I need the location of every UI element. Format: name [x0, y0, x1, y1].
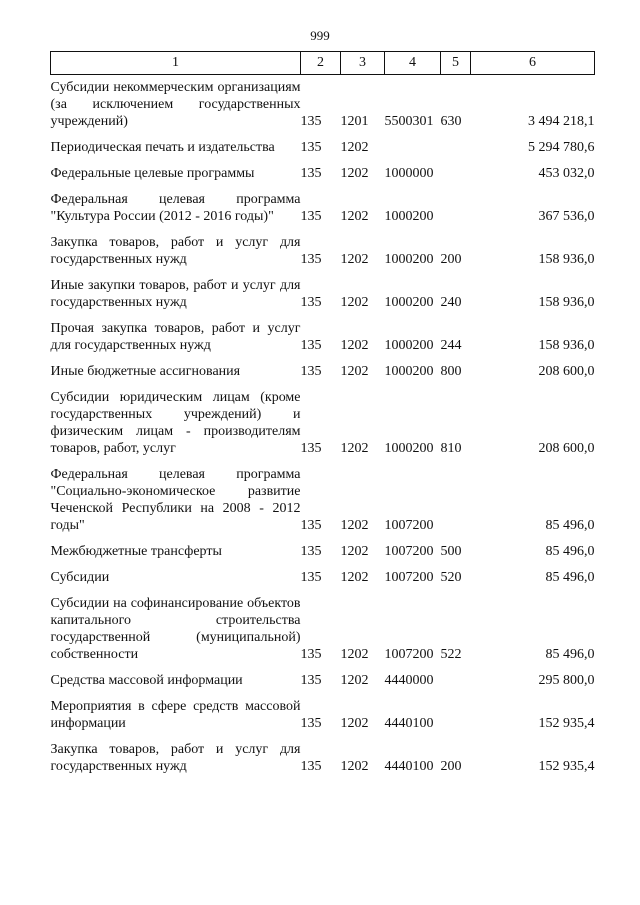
- row-code-2: 135: [300, 252, 322, 267]
- row-code-5: 522: [440, 647, 462, 662]
- row-code-2: 135: [300, 518, 322, 533]
- row-code-5: [441, 668, 471, 694]
- row-code-4: 1000000: [384, 166, 434, 181]
- row-code-2: 135: [300, 441, 322, 456]
- row-code-2: 135: [300, 364, 322, 379]
- row-code-4: 1007200: [384, 570, 434, 585]
- row-code-5: 810: [440, 441, 462, 456]
- row-code-3: 1202: [340, 716, 369, 731]
- row-code-5: 630: [440, 114, 462, 129]
- table-row: [51, 273, 595, 316]
- row-amount: 3 494 218,1: [528, 114, 595, 129]
- table-row: [51, 187, 595, 230]
- row-amount: 85 496,0: [545, 570, 595, 585]
- row-code-2: 135: [300, 544, 322, 559]
- row-name: Субсидии на софинансирование объектов капитального строительства государственной (муниципальной) собственности: [50, 596, 301, 662]
- budget-table: [50, 51, 595, 780]
- row-code-2: 135: [300, 166, 322, 181]
- row-code-5: 240: [440, 295, 462, 310]
- row-code-3: 1202: [340, 518, 369, 533]
- row-code-3: 1202: [340, 209, 369, 224]
- row-code-5: 200: [440, 252, 462, 267]
- row-code-5: [441, 462, 471, 539]
- row-name: Федеральная целевая программа "Культура России (2012 - 2016 годы)": [50, 192, 301, 224]
- table-row: [51, 359, 595, 385]
- row-code-4: 1000200: [384, 295, 434, 310]
- row-code-3: 1202: [340, 364, 369, 379]
- row-code-3: 1202: [340, 570, 369, 585]
- row-code-5: [441, 187, 471, 230]
- row-code-2: 135: [300, 570, 322, 585]
- table-row: [51, 591, 595, 668]
- table-row: [51, 385, 595, 462]
- row-name: Субсидии некоммерческим организациям (за исключением государственных учреждений): [50, 80, 301, 129]
- row-code-4: 1000200: [384, 209, 434, 224]
- row-name: Средства массовой информации: [50, 673, 243, 688]
- column-header-3: 3: [341, 52, 385, 75]
- table-row: [51, 462, 595, 539]
- table-row: [51, 135, 595, 161]
- row-name: Субсидии юридическим лицам (кроме государственных учреждений) и физическим лицам - производителям товаров, работ, услуг: [50, 390, 301, 456]
- row-code-4: [385, 135, 441, 161]
- row-code-2: 135: [300, 759, 322, 774]
- row-code-5: 500: [440, 544, 462, 559]
- row-amount: 158 936,0: [538, 295, 595, 310]
- row-amount: 367 536,0: [538, 209, 595, 224]
- column-header-1: 1: [51, 52, 301, 75]
- column-header-6: 6: [471, 52, 595, 75]
- row-code-3: 1202: [340, 166, 369, 181]
- table-row: [51, 75, 595, 136]
- row-code-5: 520: [440, 570, 462, 585]
- row-code-3: 1202: [340, 759, 369, 774]
- row-code-5: 800: [440, 364, 462, 379]
- table-row: [51, 316, 595, 359]
- column-header-5: 5: [441, 52, 471, 75]
- row-name: Иные бюджетные ассигнования: [50, 364, 241, 379]
- row-code-2: 135: [300, 295, 322, 310]
- row-code-3: 1202: [340, 673, 369, 688]
- column-header-2: 2: [301, 52, 341, 75]
- row-amount: 158 936,0: [538, 252, 595, 267]
- row-code-3: 1202: [340, 441, 369, 456]
- table-row: [51, 161, 595, 187]
- row-code-3: 1202: [340, 295, 369, 310]
- row-name: Федеральные целевые программы: [50, 166, 255, 181]
- row-code-2: 135: [300, 114, 322, 129]
- row-amount: 158 936,0: [538, 338, 595, 353]
- table-row: [51, 539, 595, 565]
- row-amount: 208 600,0: [538, 441, 595, 456]
- row-code-5: [441, 694, 471, 737]
- table-row: [51, 565, 595, 591]
- row-code-4: 1007200: [384, 647, 434, 662]
- row-name: Прочая закупка товаров, работ и услуг для государственных нужд: [50, 321, 301, 353]
- row-code-2: 135: [300, 209, 322, 224]
- row-amount: 85 496,0: [545, 518, 595, 533]
- row-amount: 152 935,4: [538, 759, 595, 774]
- row-name: Закупка товаров, работ и услуг для государственных нужд: [50, 742, 301, 774]
- row-code-4: 1000200: [384, 364, 434, 379]
- row-name: Мероприятия в сфере средств массовой информации: [50, 699, 301, 731]
- row-name: Субсидии: [50, 570, 110, 585]
- row-code-4: 1000200: [384, 252, 434, 267]
- row-name: Федеральная целевая программа "Социально-экономическое развитие Чеченской Республики на 2008 - 2012 годы": [50, 467, 301, 533]
- row-amount: 152 935,4: [538, 716, 595, 731]
- row-code-5: [441, 161, 471, 187]
- table-row: [51, 230, 595, 273]
- row-code-4: 1000200: [384, 338, 434, 353]
- row-code-2: 135: [300, 140, 322, 155]
- row-code-5: 244: [440, 338, 462, 353]
- row-code-2: 135: [300, 716, 322, 731]
- row-code-3: 1202: [340, 140, 369, 155]
- row-code-2: 135: [300, 338, 322, 353]
- row-code-4: 4440100: [384, 716, 434, 731]
- row-code-4: 1000200: [384, 441, 434, 456]
- row-code-2: 135: [300, 673, 322, 688]
- row-code-4: 1007200: [384, 518, 434, 533]
- row-code-3: 1202: [340, 544, 369, 559]
- table-row: [51, 737, 595, 780]
- row-name: Иные закупки товаров, работ и услуг для государственных нужд: [50, 278, 301, 310]
- row-amount: 85 496,0: [545, 544, 595, 559]
- row-name: Закупка товаров, работ и услуг для государственных нужд: [50, 235, 301, 267]
- page-number: 999: [310, 28, 330, 43]
- row-code-2: 135: [300, 647, 322, 662]
- table-header-row: [51, 52, 595, 75]
- column-header-4: 4: [385, 52, 441, 75]
- row-code-5: 200: [440, 759, 462, 774]
- row-code-4: 5500301: [384, 114, 434, 129]
- row-amount: 85 496,0: [545, 647, 595, 662]
- row-amount: 295 800,0: [538, 673, 595, 688]
- row-code-3: 1202: [340, 338, 369, 353]
- row-code-4: 1007200: [384, 544, 434, 559]
- row-code-3: 1201: [340, 114, 369, 129]
- row-code-3: 1202: [340, 647, 369, 662]
- row-code-5: [441, 135, 471, 161]
- row-amount: 208 600,0: [538, 364, 595, 379]
- row-amount: 5 294 780,6: [528, 140, 595, 155]
- row-amount: 453 032,0: [538, 166, 595, 181]
- row-code-4: 4440100: [384, 759, 434, 774]
- row-code-4: 4440000: [384, 673, 434, 688]
- table-row: [51, 668, 595, 694]
- row-name: Межбюджетные трансферты: [50, 544, 222, 559]
- row-name: Периодическая печать и издательства: [50, 140, 275, 155]
- table-row: [51, 694, 595, 737]
- row-code-3: 1202: [340, 252, 369, 267]
